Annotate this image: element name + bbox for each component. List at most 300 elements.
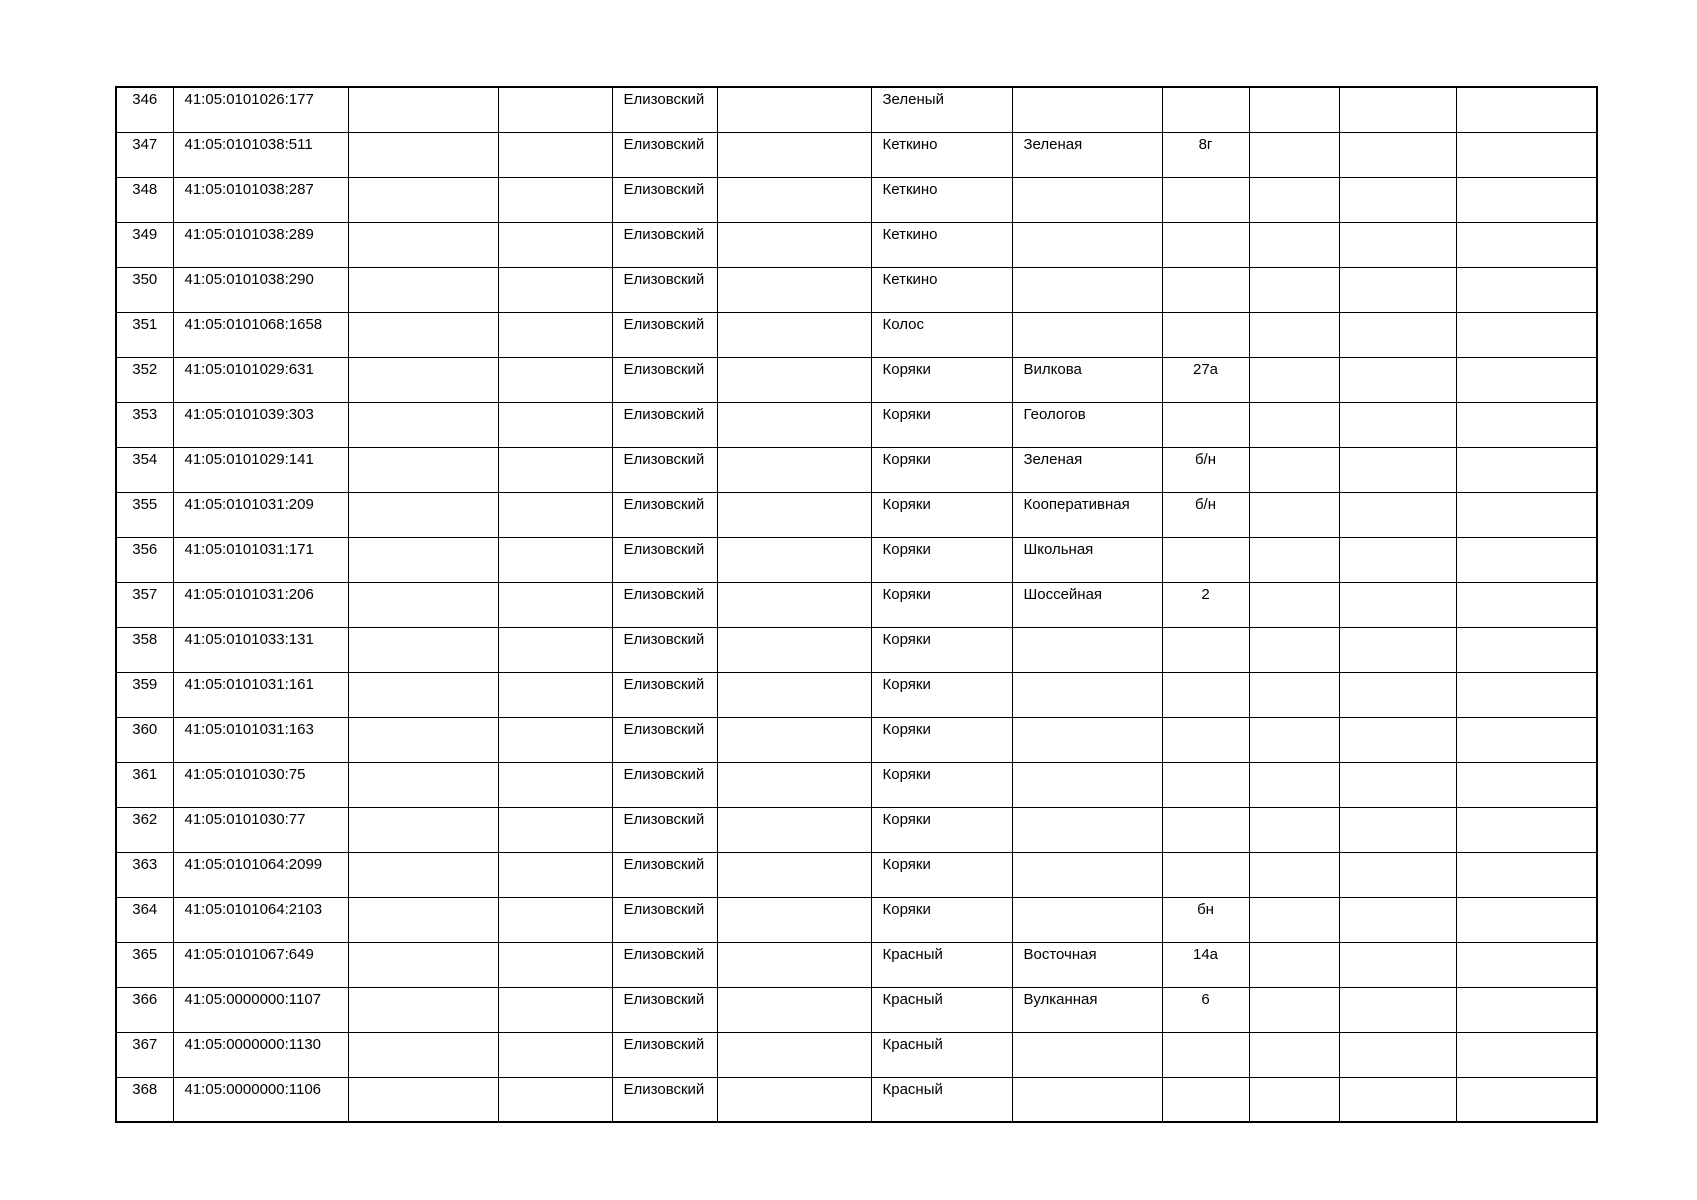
empty-cell [717, 672, 871, 717]
house-number-text [1163, 853, 1249, 856]
table-row [116, 402, 1597, 447]
row-number-text: 352 [132, 360, 158, 378]
street-text [1013, 628, 1162, 631]
empty-cell [348, 582, 498, 627]
cadastral-number-cell [173, 852, 348, 897]
street-cell [1012, 762, 1162, 807]
empty-cell [348, 177, 498, 222]
locality-cell [871, 447, 1012, 492]
empty-cell [1249, 132, 1339, 177]
empty-cell [1339, 942, 1456, 987]
cadastral-number-cell [173, 447, 348, 492]
district-text: Елизовский [623, 91, 705, 108]
row-number-cell [116, 717, 173, 762]
empty-cell [1339, 132, 1456, 177]
empty-cell [717, 987, 871, 1032]
empty-cell [1339, 447, 1456, 492]
district-text: Елизовский [623, 225, 705, 243]
locality-text: Зеленый [882, 91, 944, 108]
locality-text: Коряки [882, 360, 931, 378]
table-body [116, 87, 1597, 1122]
empty-cell [1456, 447, 1597, 492]
empty-cell [348, 717, 498, 762]
cadastral-number-cell [173, 627, 348, 672]
district-text: Елизовский [623, 270, 705, 288]
district-cell [612, 852, 717, 897]
house-number-cell [1162, 312, 1249, 357]
locality-cell [871, 402, 1012, 447]
locality-cell [871, 897, 1012, 942]
table-row [116, 87, 1597, 132]
district-cell [612, 987, 717, 1032]
empty-cell [717, 807, 871, 852]
locality-cell [871, 132, 1012, 177]
locality-cell [871, 807, 1012, 852]
table-row [116, 1032, 1597, 1077]
empty-cell [1339, 717, 1456, 762]
row-number-text: 351 [132, 315, 158, 333]
locality-text: Коряки [882, 585, 931, 603]
table-row [116, 717, 1597, 762]
cadastral-number-text: 41:05:0101029:141 [184, 450, 314, 468]
empty-cell [1456, 987, 1597, 1032]
house-number-text: б/н [1194, 495, 1217, 513]
district-text: Елизовский [623, 720, 705, 738]
row-number-text: 362 [132, 810, 158, 828]
district-cell [612, 357, 717, 402]
cadastral-number-cell [173, 1077, 348, 1122]
street-cell [1012, 87, 1162, 132]
locality-cell [871, 627, 1012, 672]
row-number-cell [116, 627, 173, 672]
table-row [116, 132, 1597, 177]
empty-cell [1456, 537, 1597, 582]
empty-cell [1249, 537, 1339, 582]
locality-cell [871, 672, 1012, 717]
empty-cell [1456, 807, 1597, 852]
row-number-cell [116, 267, 173, 312]
locality-cell [871, 762, 1012, 807]
house-number-cell [1162, 492, 1249, 537]
street-cell [1012, 672, 1162, 717]
cadastral-number-text: 41:05:0101031:161 [184, 675, 314, 693]
table-row [116, 987, 1597, 1032]
district-text: Елизовский [623, 360, 705, 378]
street-cell [1012, 537, 1162, 582]
empty-cell [1339, 267, 1456, 312]
empty-cell [498, 537, 612, 582]
row-number-cell [116, 87, 173, 132]
street-cell [1012, 852, 1162, 897]
cadastral-number-cell [173, 132, 348, 177]
locality-cell [871, 312, 1012, 357]
empty-cell [348, 267, 498, 312]
empty-cell [1249, 807, 1339, 852]
row-number-text: 368 [132, 1080, 158, 1098]
empty-cell [1456, 267, 1597, 312]
locality-text: Коряки [882, 675, 931, 693]
empty-cell [717, 717, 871, 762]
district-cell [612, 537, 717, 582]
house-number-text [1163, 88, 1249, 91]
street-cell [1012, 582, 1162, 627]
house-number-text: 14а [1192, 945, 1219, 963]
cadastral-number-text: 41:05:0000000:1106 [184, 1080, 322, 1098]
empty-cell [717, 222, 871, 267]
street-text: Геологов [1023, 405, 1086, 423]
row-number-text: 359 [132, 675, 158, 693]
empty-cell [1249, 312, 1339, 357]
empty-cell [1339, 492, 1456, 537]
street-text [1013, 1078, 1162, 1081]
row-number-text: 364 [132, 900, 158, 918]
empty-cell [348, 942, 498, 987]
table-row [116, 582, 1597, 627]
empty-cell [1339, 627, 1456, 672]
locality-cell [871, 582, 1012, 627]
cadastral-number-text: 41:05:0101067:649 [184, 945, 314, 963]
empty-cell [1249, 1077, 1339, 1122]
empty-cell [498, 132, 612, 177]
empty-cell [717, 1032, 871, 1077]
house-number-cell [1162, 897, 1249, 942]
street-text [1013, 718, 1162, 721]
locality-text: Коряки [882, 765, 931, 783]
house-number-cell [1162, 357, 1249, 402]
street-cell [1012, 177, 1162, 222]
empty-cell [1456, 627, 1597, 672]
cadastral-number-text: 41:05:0101031:171 [184, 540, 314, 558]
empty-cell [498, 852, 612, 897]
table-row [116, 807, 1597, 852]
empty-cell [1339, 852, 1456, 897]
locality-text: Коряки [882, 900, 931, 918]
locality-text: Кеткино [882, 225, 938, 243]
empty-cell [1339, 1077, 1456, 1122]
table-row [116, 942, 1597, 987]
empty-cell [1456, 582, 1597, 627]
district-text: Елизовский [623, 855, 705, 873]
empty-cell [717, 312, 871, 357]
cadastral-number-cell [173, 312, 348, 357]
street-cell [1012, 627, 1162, 672]
street-text [1013, 88, 1162, 91]
row-number-text: 366 [132, 990, 158, 1008]
cadastral-number-text: 41:05:0101038:289 [184, 225, 314, 243]
table-row [116, 537, 1597, 582]
locality-cell [871, 267, 1012, 312]
street-cell [1012, 312, 1162, 357]
district-cell [612, 897, 717, 942]
empty-cell [348, 87, 498, 132]
table-row [116, 762, 1597, 807]
house-number-text [1163, 1078, 1249, 1081]
district-text: Елизовский [623, 945, 705, 963]
empty-cell [348, 447, 498, 492]
district-text: Елизовский [623, 1035, 705, 1053]
row-number-text: 358 [132, 630, 158, 648]
empty-cell [348, 537, 498, 582]
district-text: Елизовский [623, 540, 705, 558]
empty-cell [1456, 717, 1597, 762]
empty-cell [1249, 942, 1339, 987]
street-text [1013, 1033, 1162, 1036]
empty-cell [1249, 222, 1339, 267]
row-number-cell [116, 177, 173, 222]
row-number-text: 347 [132, 135, 158, 153]
district-text: Елизовский [623, 765, 705, 783]
street-cell [1012, 492, 1162, 537]
empty-cell [1339, 762, 1456, 807]
table-row [116, 627, 1597, 672]
row-number-text: 346 [132, 91, 158, 108]
row-number-text: 350 [132, 270, 158, 288]
empty-cell [1249, 357, 1339, 402]
locality-cell [871, 357, 1012, 402]
empty-cell [1456, 132, 1597, 177]
empty-cell [717, 177, 871, 222]
empty-cell [498, 897, 612, 942]
locality-cell [871, 942, 1012, 987]
house-number-text: б/н [1194, 450, 1217, 468]
empty-cell [717, 87, 871, 132]
house-number-cell [1162, 87, 1249, 132]
row-number-text: 354 [132, 450, 158, 468]
row-number-cell [116, 132, 173, 177]
locality-text: Кеткино [882, 180, 938, 198]
locality-text: Коряки [882, 855, 931, 873]
district-cell [612, 717, 717, 762]
street-cell [1012, 1032, 1162, 1077]
street-text [1013, 898, 1162, 901]
empty-cell [717, 897, 871, 942]
cadastral-number-text: 41:05:0000000:1107 [184, 990, 322, 1008]
cadastral-number-text: 41:05:0101068:1658 [184, 315, 323, 333]
street-cell [1012, 447, 1162, 492]
empty-cell [1339, 402, 1456, 447]
empty-cell [1249, 1032, 1339, 1077]
district-cell [612, 447, 717, 492]
table-row [116, 852, 1597, 897]
house-number-cell [1162, 807, 1249, 852]
empty-cell [1249, 267, 1339, 312]
empty-cell [498, 222, 612, 267]
street-text: Шоссейная [1023, 585, 1103, 603]
locality-text: Коряки [882, 405, 931, 423]
row-number-text: 349 [132, 225, 158, 243]
house-number-cell [1162, 672, 1249, 717]
cadastral-number-text: 41:05:0101029:631 [184, 360, 314, 378]
street-text [1013, 853, 1162, 856]
empty-cell [1456, 312, 1597, 357]
empty-cell [1249, 852, 1339, 897]
district-cell [612, 582, 717, 627]
street-text [1013, 673, 1162, 676]
district-cell [612, 87, 717, 132]
cadastral-number-text: 41:05:0101038:511 [184, 135, 313, 153]
empty-cell [1249, 717, 1339, 762]
empty-cell [1339, 987, 1456, 1032]
row-number-cell [116, 897, 173, 942]
cadastral-number-cell [173, 582, 348, 627]
empty-cell [1339, 222, 1456, 267]
row-number-text: 353 [132, 405, 158, 423]
empty-cell [717, 1077, 871, 1122]
cadastral-number-text: 41:05:0101030:75 [184, 765, 306, 783]
empty-cell [1249, 402, 1339, 447]
locality-cell [871, 177, 1012, 222]
empty-cell [498, 357, 612, 402]
row-number-cell [116, 1077, 173, 1122]
cadastral-number-cell [173, 222, 348, 267]
locality-text: Коряки [882, 810, 931, 828]
street-text: Вилкова [1023, 360, 1082, 378]
empty-cell [1456, 852, 1597, 897]
district-cell [612, 942, 717, 987]
locality-text: Красный [882, 1080, 943, 1098]
row-number-cell [116, 852, 173, 897]
house-number-text [1163, 403, 1249, 406]
empty-cell [1249, 447, 1339, 492]
district-text: Елизовский [623, 990, 705, 1008]
empty-cell [1249, 987, 1339, 1032]
district-cell [612, 1032, 717, 1077]
house-number-text [1163, 223, 1249, 226]
row-number-cell [116, 447, 173, 492]
house-number-cell [1162, 1032, 1249, 1077]
cadastral-number-cell [173, 672, 348, 717]
empty-cell [1456, 492, 1597, 537]
empty-cell [498, 267, 612, 312]
locality-text: Колос [882, 315, 925, 333]
empty-cell [348, 312, 498, 357]
locality-text: Красный [882, 945, 943, 963]
empty-cell [1249, 672, 1339, 717]
cadastral-number-cell [173, 357, 348, 402]
empty-cell [348, 1077, 498, 1122]
district-text: Елизовский [623, 405, 705, 423]
row-number-cell [116, 582, 173, 627]
row-number-cell [116, 987, 173, 1032]
empty-cell [717, 942, 871, 987]
locality-text: Красный [882, 990, 943, 1008]
street-cell [1012, 897, 1162, 942]
street-cell [1012, 357, 1162, 402]
district-cell [612, 627, 717, 672]
district-cell [612, 132, 717, 177]
empty-cell [1249, 897, 1339, 942]
house-number-text: 27а [1192, 360, 1219, 378]
empty-cell [1339, 807, 1456, 852]
district-text: Елизовский [623, 585, 705, 603]
empty-cell [498, 582, 612, 627]
locality-cell [871, 852, 1012, 897]
street-text: Кооперативная [1023, 495, 1130, 513]
house-number-cell [1162, 267, 1249, 312]
house-number-cell [1162, 537, 1249, 582]
empty-cell [717, 492, 871, 537]
locality-text: Кеткино [882, 270, 938, 288]
house-number-text [1163, 313, 1249, 316]
district-cell [612, 312, 717, 357]
empty-cell [1249, 87, 1339, 132]
locality-text: Коряки [882, 630, 931, 648]
cadastral-number-cell [173, 537, 348, 582]
cadastral-number-text: 41:05:0101039:303 [184, 405, 314, 423]
street-text [1013, 223, 1162, 226]
district-cell [612, 762, 717, 807]
street-text: Школьная [1023, 540, 1094, 558]
empty-cell [1339, 177, 1456, 222]
cadastral-number-cell [173, 492, 348, 537]
empty-cell [717, 627, 871, 672]
empty-cell [717, 357, 871, 402]
empty-cell [498, 312, 612, 357]
empty-cell [498, 762, 612, 807]
house-number-text: 2 [1201, 585, 1210, 603]
empty-cell [498, 1032, 612, 1077]
district-text: Елизовский [623, 810, 705, 828]
empty-cell [1456, 357, 1597, 402]
empty-cell [1339, 357, 1456, 402]
house-number-cell [1162, 132, 1249, 177]
empty-cell [348, 402, 498, 447]
street-text [1013, 313, 1162, 316]
cadastral-number-text: 41:05:0101033:131 [184, 630, 314, 648]
empty-cell [498, 402, 612, 447]
row-number-cell [116, 672, 173, 717]
table-row [116, 312, 1597, 357]
row-number-cell [116, 357, 173, 402]
district-text: Елизовский [623, 450, 705, 468]
house-number-cell [1162, 1077, 1249, 1122]
table-row [116, 177, 1597, 222]
table-row [116, 672, 1597, 717]
empty-cell [1339, 582, 1456, 627]
cadastral-number-cell [173, 717, 348, 762]
row-number-text: 357 [132, 585, 158, 603]
street-text: Восточная [1023, 945, 1097, 963]
row-number-cell [116, 537, 173, 582]
house-number-cell [1162, 627, 1249, 672]
house-number-text: бн [1197, 900, 1214, 918]
cadastral-number-cell [173, 267, 348, 312]
street-text: Зеленая [1023, 135, 1083, 153]
table-row [116, 447, 1597, 492]
district-text: Елизовский [623, 675, 705, 693]
house-number-cell [1162, 402, 1249, 447]
house-number-text [1163, 808, 1249, 811]
table-row [116, 357, 1597, 402]
house-number-text [1163, 763, 1249, 766]
cadastral-number-text: 41:05:0101038:290 [184, 270, 314, 288]
street-text [1013, 268, 1162, 271]
district-text: Елизовский [623, 495, 705, 513]
cadastral-number-text: 41:05:0101031:209 [184, 495, 314, 513]
house-number-text: 8г [1198, 135, 1213, 153]
house-number-cell [1162, 987, 1249, 1032]
locality-cell [871, 1077, 1012, 1122]
locality-cell [871, 222, 1012, 267]
cadastral-number-text: 41:05:0101026:177 [184, 91, 314, 108]
cadastral-number-cell [173, 807, 348, 852]
empty-cell [1249, 492, 1339, 537]
district-cell [612, 672, 717, 717]
empty-cell [498, 717, 612, 762]
street-cell [1012, 717, 1162, 762]
cadastral-number-cell [173, 942, 348, 987]
street-text: Вулканная [1023, 990, 1098, 1008]
